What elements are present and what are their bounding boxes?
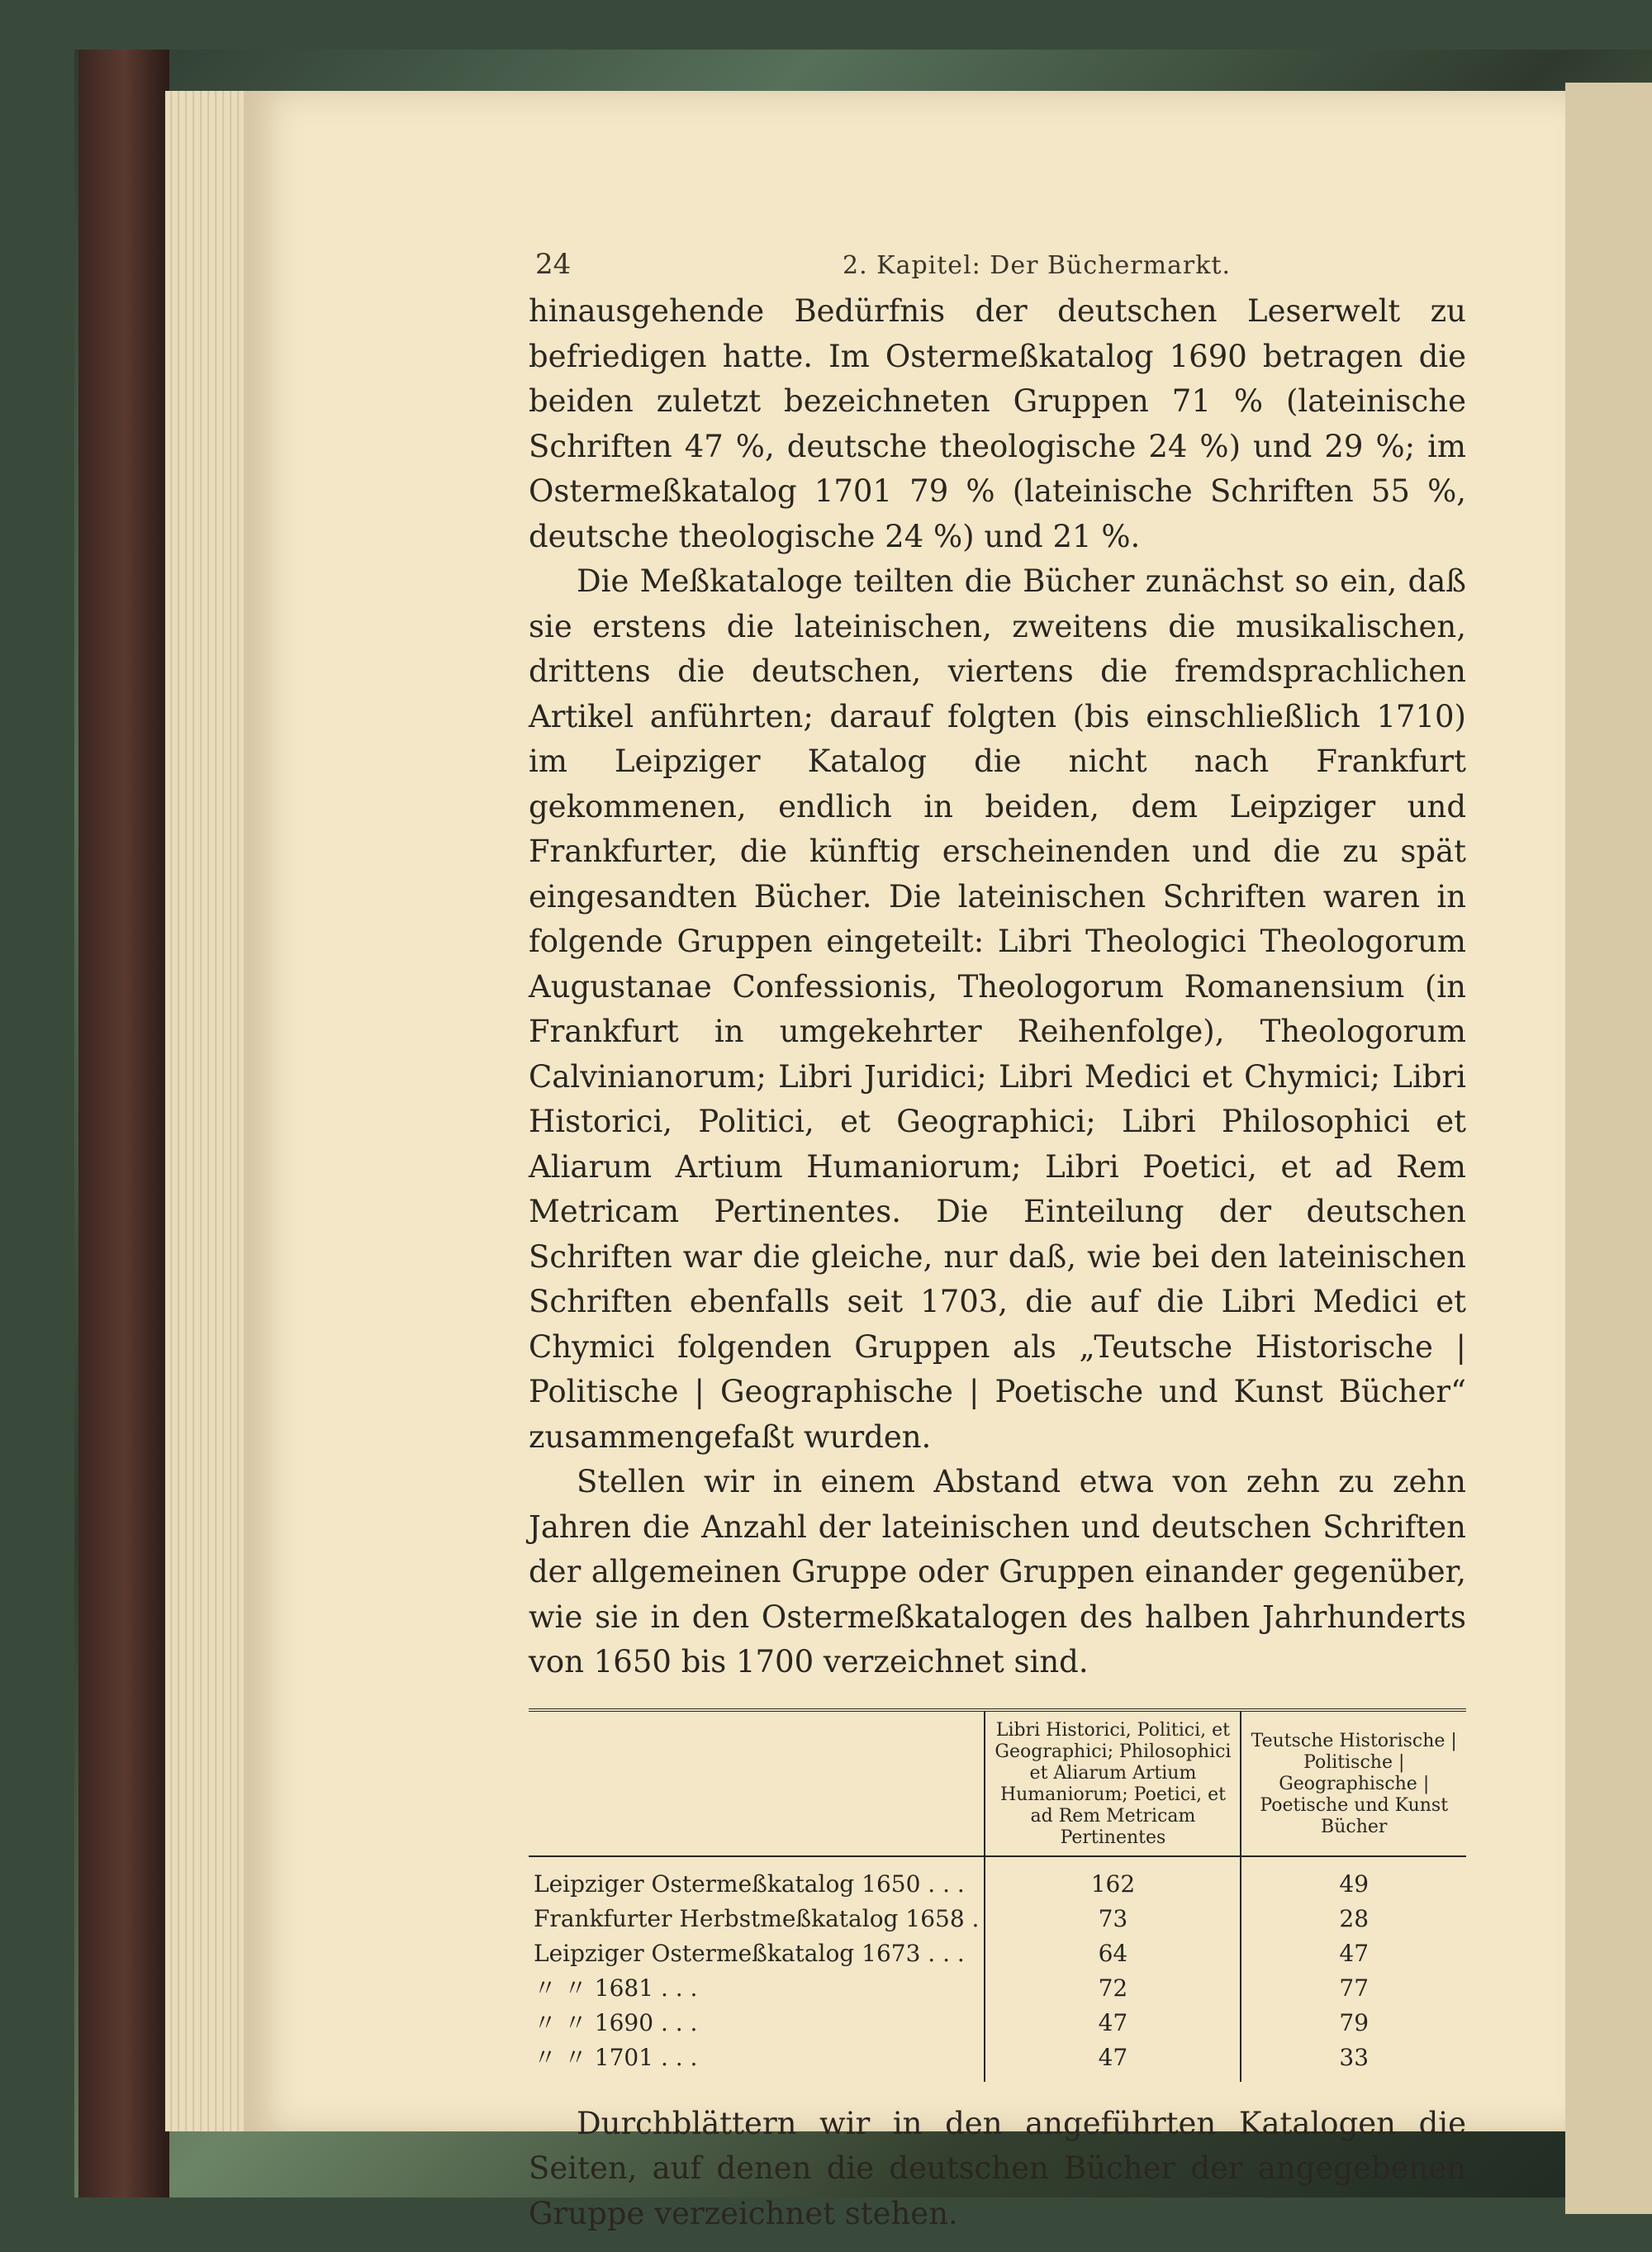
row-label: 〃 〃 1681 . . . — [534, 1974, 698, 2002]
closing-paragraph: Durchblättern wir in den angeführten Katalogen die Seiten, auf denen die deutschen Bücher der angegebenen Gruppe verzeichnet stehen. — [529, 2105, 1466, 2231]
running-title: 2. Kapitel: Der Büchermarkt. — [843, 251, 1232, 280]
row-german-count: 77 — [1241, 1971, 1466, 2006]
row-latin-count: 72 — [985, 1971, 1241, 2006]
book-spine — [78, 50, 169, 2197]
page-content — [529, 240, 1466, 2236]
page-header — [529, 240, 1466, 289]
row-latin-count: 73 — [985, 1902, 1241, 1936]
paragraph-3: Stellen wir in einem Abstand etwa von zehn zu zehn Jahren die Anzahl der lateinischen und deutschen Schriften der allgemeinen Gruppe oder Gruppen einander gegenüber, wie sie in den Ostermeßkatalogen des halben Jahrhunderts von 1650 bis 1700 verzeichnet sind. — [529, 1464, 1466, 1679]
table-row — [529, 1856, 1466, 1902]
row-latin-count: 47 — [985, 2041, 1241, 2082]
row-latin-count: 47 — [985, 2006, 1241, 2041]
table-row — [529, 1936, 1466, 1971]
row-german-count: 33 — [1241, 2041, 1466, 2082]
table-row — [529, 2041, 1466, 2082]
page-edges — [165, 91, 248, 2131]
table-header-german: Teutsche Historische | Politische | Geographische | Poetische und Kunst Bücher — [1241, 1712, 1466, 1856]
row-label: 〃 〃 1690 . . . — [534, 2008, 698, 2036]
table-header-blank — [529, 1712, 985, 1856]
table-header-latin: Libri Historici, Politici, et Geographici; Philosophici et Aliarum Artium Humaniorum; Poetici, et ad Rem Metricam Pertinentes — [985, 1712, 1241, 1856]
row-latin-count: 162 — [985, 1856, 1241, 1902]
row-german-count: 47 — [1241, 1936, 1466, 1971]
page-number: 24 — [535, 248, 572, 281]
row-label: Leipziger Ostermeßkatalog 1673 . . . — [534, 1939, 965, 1967]
paragraph-2: Die Meßkataloge teilten die Bücher zunächst so ein, daß sie erstens die lateinischen, zweitens die musikalischen, drittens die deutschen, viertens die fremdsprachlichen Artikel anführten; darauf folgten (bis einschließlich 1710) im Leipziger Katalog die nicht nach Frankfurt gekommenen, endlich in beiden, dem Leipziger und Frankfurter, die künftig erscheinenden und die zu spät eingesandten Bücher. Die lateinischen Schriften waren in folgende Gruppen eingeteilt: Libri Theologici Theologorum Augustanae Confessionis, Theologorum Romanensium (in Frankfurt in umgekehrter Reihenfolge), Theologorum Calvinianorum; Libri Juridici; Libri Medici et Chymici; Libri Historici, Politici, et Geographici; Libri Philosophici et Aliarum Artium Humaniorum; Libri Poetici, et ad Rem Metricam Pertinentes. Die Einteilung der deutschen Schriften war die gleiche, nur daß, wie bei den lateinischen Schriften ebenfalls seit 1703, die auf die Libri Medici et Chymici folgenden Gruppen als „Teutsche Historische | Politische | Geographische | Poetische und Kunst Bücher“ zusammengefaßt wurden. — [529, 563, 1466, 1455]
paragraph-1: hinausgehende Bedürfnis der deutschen Leserwelt zu befriedigen hatte. Im Ostermeßkatalog 1690 betragen die beiden zuletzt bezeichneten Gruppen 71 % (lateinische Schriften 47 %, deutsche theologische 24 %) und 29 %; im Ostermeßkatalog 1701 79 % (lateinische Schriften 55 %, deutsche theologische 24 %) und 21 %. — [529, 293, 1466, 554]
table-row — [529, 1971, 1466, 2006]
row-german-count: 79 — [1241, 2006, 1466, 2041]
facing-page-edge — [1565, 83, 1652, 2214]
table-row — [529, 1902, 1466, 1936]
row-german-count: 49 — [1241, 1856, 1466, 1902]
row-latin-count: 64 — [985, 1936, 1241, 1971]
row-label: 〃 〃 1701 . . . — [534, 2043, 698, 2071]
row-german-count: 28 — [1241, 1902, 1466, 1936]
table-row — [529, 2006, 1466, 2041]
row-label: Frankfurter Herbstmeßkatalog 1658 . — [534, 1904, 980, 1932]
catalog-table — [529, 1708, 1466, 2082]
row-label: Leipziger Ostermeßkatalog 1650 . . . — [534, 1870, 965, 1898]
